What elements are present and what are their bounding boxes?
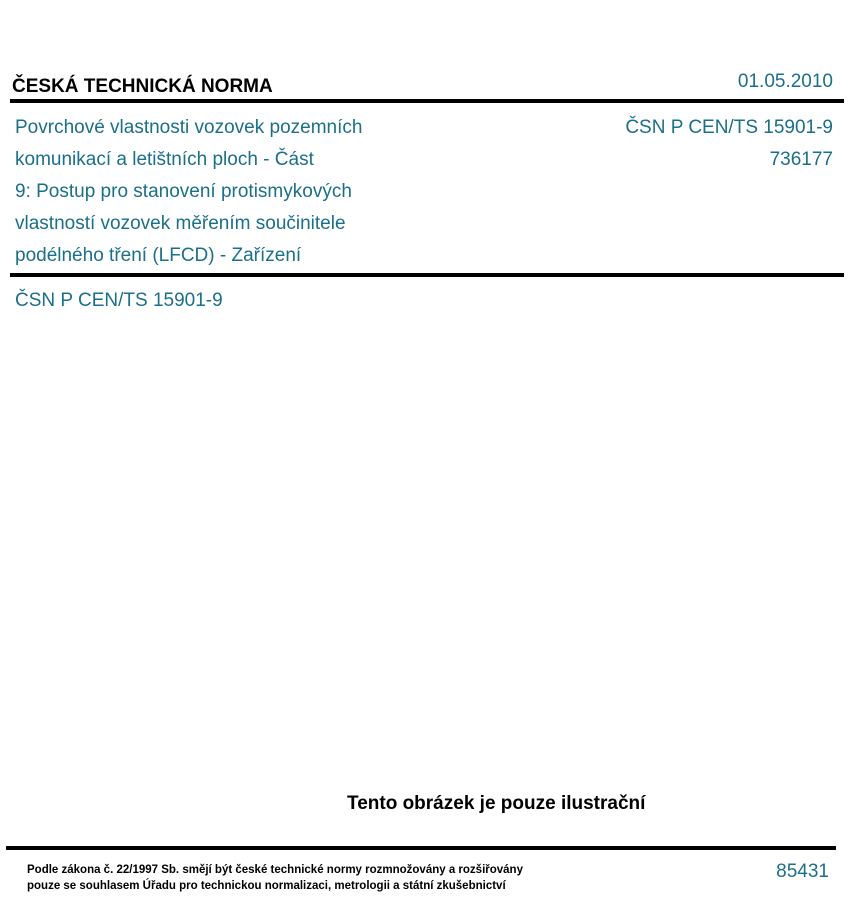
bottom-rule (6, 846, 836, 850)
document-title-line: Povrchové vlastnosti vozovek pozemních (15, 117, 363, 138)
footer-number: 85431 (776, 861, 829, 882)
document-code-block (625, 112, 833, 176)
top-rule (10, 99, 844, 103)
document-title-line: komunikací a letištních ploch - Část (15, 149, 314, 170)
document-reference: ČSN P CEN/TS 15901-9 (15, 290, 223, 311)
footer-law-notice (27, 862, 587, 894)
class-number: 736177 (769, 149, 833, 170)
footer-law-line: Podle zákona č. 22/1997 Sb. smějí být české technické normy rozmnožovány a rozšiřovány (27, 864, 523, 876)
header-title: ČESKÁ TECHNICKÁ NORMA (12, 76, 273, 97)
illustration-note: Tento obrázek je pouze ilustrační (347, 793, 646, 814)
document-title (15, 112, 425, 272)
document-title-line: vlastností vozovek měřením součinitele (15, 213, 346, 234)
document-title-line: 9: Postup pro stanovení protismykových (15, 181, 352, 202)
document-title-line: podélného tření (LFCD) - Zařízení (15, 245, 302, 266)
middle-rule (10, 273, 844, 277)
footer-law-line: pouze se souhlasem Úřadu pro technickou normalizaci, metrologii a státní zkušebnictví (27, 880, 506, 892)
header-date: 01.05.2010 (737, 71, 833, 92)
document-code: ČSN P CEN/TS 15901-9 (625, 117, 833, 138)
